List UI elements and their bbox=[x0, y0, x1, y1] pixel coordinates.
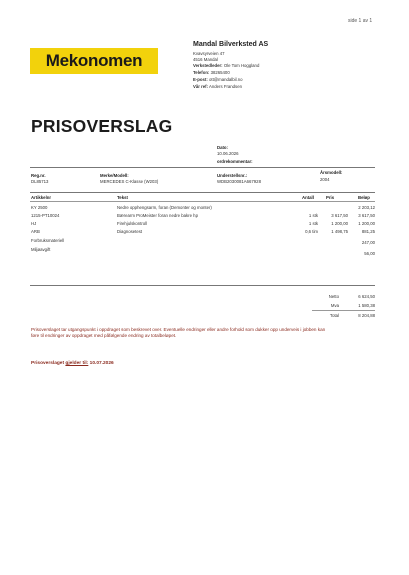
valid-until bbox=[31, 361, 114, 366]
reg-label: Reg.nr. bbox=[31, 173, 46, 178]
valid-underlined: gjelder til: bbox=[65, 361, 89, 366]
row-amount: 247,00 bbox=[361, 240, 375, 245]
reference-line bbox=[193, 84, 242, 89]
row-qty: 1 stk bbox=[308, 221, 318, 226]
page-number: side 1 av 1 bbox=[348, 18, 373, 24]
model-year-label: Årsmodell: bbox=[320, 170, 343, 175]
row-qty: 1 stk bbox=[308, 213, 318, 218]
make-model-value: MERCEDES C-Klasse (W203) bbox=[100, 179, 159, 184]
netto-label: Netto bbox=[328, 294, 339, 299]
make-model-label: Merke/Modell: bbox=[100, 173, 129, 178]
date-label: Dato: bbox=[217, 145, 228, 150]
row-text: Firehjulskontroll bbox=[117, 221, 148, 226]
row-article: Miljøavgift bbox=[31, 247, 51, 252]
manager-line bbox=[193, 63, 259, 68]
row-amount: 881,25 bbox=[361, 229, 375, 234]
logo-text: Mekonomen bbox=[45, 51, 143, 70]
table-header-rule bbox=[30, 201, 375, 202]
table-top-rule bbox=[30, 192, 375, 193]
row-amount: 1 200,00 bbox=[358, 221, 375, 226]
row-article: ARB bbox=[31, 229, 40, 234]
date-value: 10.06.2026 bbox=[217, 151, 239, 156]
row-price: 3 617,50 bbox=[331, 213, 348, 218]
mva-value: 1 580,38 bbox=[358, 303, 375, 308]
row-article: 1215-PT10024 bbox=[31, 213, 60, 218]
row-price: 1 200,00 bbox=[331, 221, 348, 226]
col-qty: Antall bbox=[302, 195, 314, 200]
row-amount: 2 203,12 bbox=[358, 205, 375, 210]
row-text: Bærearm ProMeister foran nedre bakre hp bbox=[117, 213, 198, 218]
phone-label: Telefon: bbox=[193, 70, 210, 75]
row-article: Forbruksmateriell bbox=[31, 238, 65, 243]
estimate-note: Prisoverslaget tar utgangspunkt i oppdraget som beskrevet over. Eventuelle endringer eller andre forhold som dukker opp underveis i jobben kan føre til endringer av oppdraget med påfølgende endring av totalbeløpet. bbox=[31, 327, 326, 338]
page-title: PRISOVERSLAG bbox=[31, 116, 173, 136]
chassis-label: Understellsnr.: bbox=[217, 173, 248, 178]
company-name: Mandal Bilverksted AS bbox=[193, 41, 269, 48]
mekonomen-logo bbox=[30, 48, 158, 74]
manager-label: Verkstedleder: bbox=[193, 63, 223, 68]
manager-value: Ole Tom Hoggland bbox=[223, 63, 260, 68]
valid-date: 10.07.2026 bbox=[88, 361, 114, 366]
email-value: ott@mandalbil.no bbox=[209, 77, 243, 82]
total-value: 8 204,88 bbox=[358, 313, 375, 318]
row-text: Diagnosetest bbox=[117, 229, 143, 234]
row-article: HJ bbox=[31, 221, 37, 226]
row-amount: 56,00 bbox=[364, 251, 375, 256]
model-year-value: 2004 bbox=[320, 177, 330, 182]
row-article: KY 2500 bbox=[31, 205, 48, 210]
total-label: Total bbox=[329, 313, 339, 318]
phone-value: 38265400 bbox=[210, 70, 230, 75]
email-line bbox=[193, 77, 243, 82]
email-label: E-post: bbox=[193, 77, 208, 82]
col-price: Pris bbox=[326, 195, 335, 200]
row-text: Nedre opphengsarm, foran (Demonter og monter) bbox=[117, 205, 212, 210]
reference-label: Vår ref: bbox=[193, 84, 209, 89]
mva-label: Mva bbox=[330, 303, 339, 308]
phone-line bbox=[193, 70, 230, 75]
row-qty: 0,6 tim bbox=[305, 229, 318, 234]
reference-value: Anders Frandsen bbox=[209, 84, 242, 89]
totals-rule bbox=[30, 285, 375, 286]
chassis-value: WDB2030081A667928 bbox=[217, 179, 261, 184]
valid-prefix: Prisoverslaget bbox=[31, 361, 66, 366]
netto-value: 6 624,50 bbox=[358, 294, 375, 299]
col-text: Tekst bbox=[117, 195, 128, 200]
total-rule bbox=[312, 310, 375, 311]
row-amount: 3 617,50 bbox=[358, 213, 375, 218]
company-address: Kvavsyrveien 47 bbox=[193, 51, 225, 56]
col-article: Artikkelnr bbox=[31, 195, 52, 200]
col-amount: Beløp bbox=[358, 195, 370, 200]
reg-value: DL85713 bbox=[31, 179, 49, 184]
order-comment-label: ordrekommentar: bbox=[217, 159, 253, 164]
divider bbox=[30, 167, 375, 168]
row-price: 1 498,75 bbox=[331, 229, 348, 234]
company-postal: 4516 Mandal bbox=[193, 57, 218, 62]
